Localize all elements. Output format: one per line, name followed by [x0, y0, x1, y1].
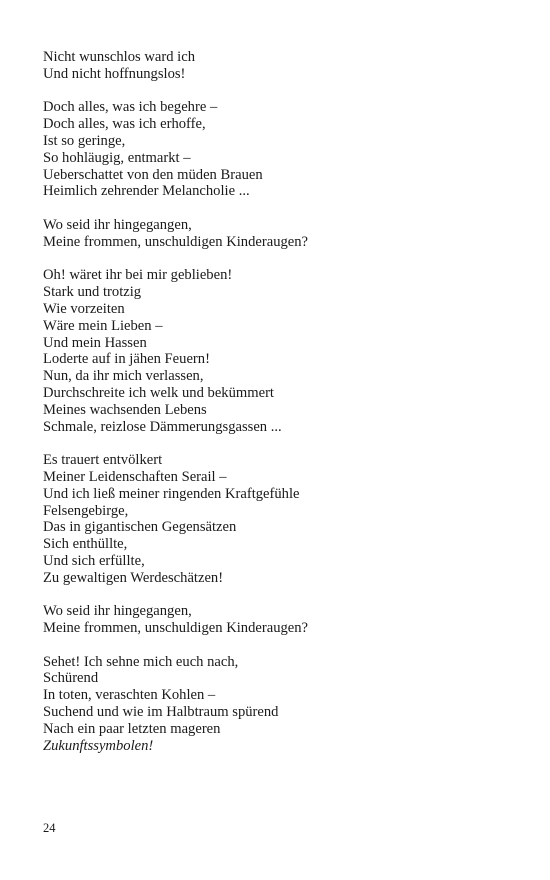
poem-line: Oh! wäret ihr bei mir geblieben! — [43, 267, 233, 284]
poem-line: Wäre mein Lieben – — [43, 317, 163, 334]
poem-line: Sich enthüllte, — [43, 536, 128, 553]
poem-line: So hohläugig, entmarkt – — [43, 149, 191, 166]
poem-line: Schürend — [43, 670, 99, 687]
stanza-1 — [43, 49, 513, 83]
stanza-6 — [43, 603, 513, 637]
poem-line: Wo seid ihr hingegangen, — [43, 216, 192, 233]
poem-line: Stark und trotzig — [43, 284, 142, 301]
stanza-2 — [43, 99, 513, 200]
poem-line: Doch alles, was ich begehre – — [43, 99, 218, 116]
stanza-5 — [43, 452, 513, 586]
poem-line: Loderte auf in jähen Feuern! — [43, 351, 210, 368]
poem-line: In toten, veraschten Kohlen – — [43, 687, 216, 704]
poem-line: Meines wachsenden Lebens — [43, 401, 207, 418]
page-number: 24 — [43, 821, 56, 835]
poem-line: Sehet! Ich sehne mich euch nach, — [43, 653, 239, 670]
poem-line: Meiner Leidenschaften Serail – — [43, 468, 227, 485]
poem-line: Doch alles, was ich erhoffe, — [43, 116, 206, 133]
poem-line: Durchschreite ich welk und bekümmert — [43, 384, 274, 401]
poem-line-italic: Zukunftssymbolen! — [43, 737, 154, 754]
poem-line: Heimlich zehrender Melancholie ... — [43, 183, 250, 200]
poem-line: Wie vorzeiten — [43, 300, 125, 317]
poem-line: Schmale, reizlose Dämmerungsgassen ... — [43, 418, 282, 435]
poem-line: Das in gigantischen Gegensätzen — [43, 519, 237, 536]
poem-line: Und sich erfüllte, — [43, 552, 145, 569]
poem-line: Ueberschattet von den müden Brauen — [43, 166, 263, 183]
poem-line: Nach ein paar letzten mageren — [43, 720, 221, 737]
poem-line: Und mein Hassen — [43, 334, 147, 351]
stanza-3 — [43, 217, 513, 251]
stanza-7 — [43, 654, 513, 755]
poem-line: Meine frommen, unschuldigen Kinderaugen? — [43, 233, 309, 250]
poem-line: Und nicht hoffnungslos! — [43, 65, 186, 82]
poem-line: Suchend und wie im Halbtraum spürend — [43, 704, 279, 721]
poem-line: Nicht wunschlos ward ich — [43, 49, 195, 65]
poem-line: Zu gewaltigen Werdeschätzen! — [43, 569, 224, 586]
poem-line: Es trauert entvölkert — [43, 452, 163, 469]
poem-line: Meine frommen, unschuldigen Kinderaugen? — [43, 620, 309, 637]
poem-line: Felsengebirge, — [43, 502, 129, 519]
poem-line: Und ich ließ meiner ringenden Kraftgefühle — [43, 485, 300, 502]
poem-line: Ist so geringe, — [43, 132, 126, 149]
poem-line: Wo seid ihr hingegangen, — [43, 603, 192, 620]
stanza-4 — [43, 267, 513, 435]
poem-line: Nun, da ihr mich verlassen, — [43, 368, 204, 385]
poem-text — [43, 49, 513, 771]
